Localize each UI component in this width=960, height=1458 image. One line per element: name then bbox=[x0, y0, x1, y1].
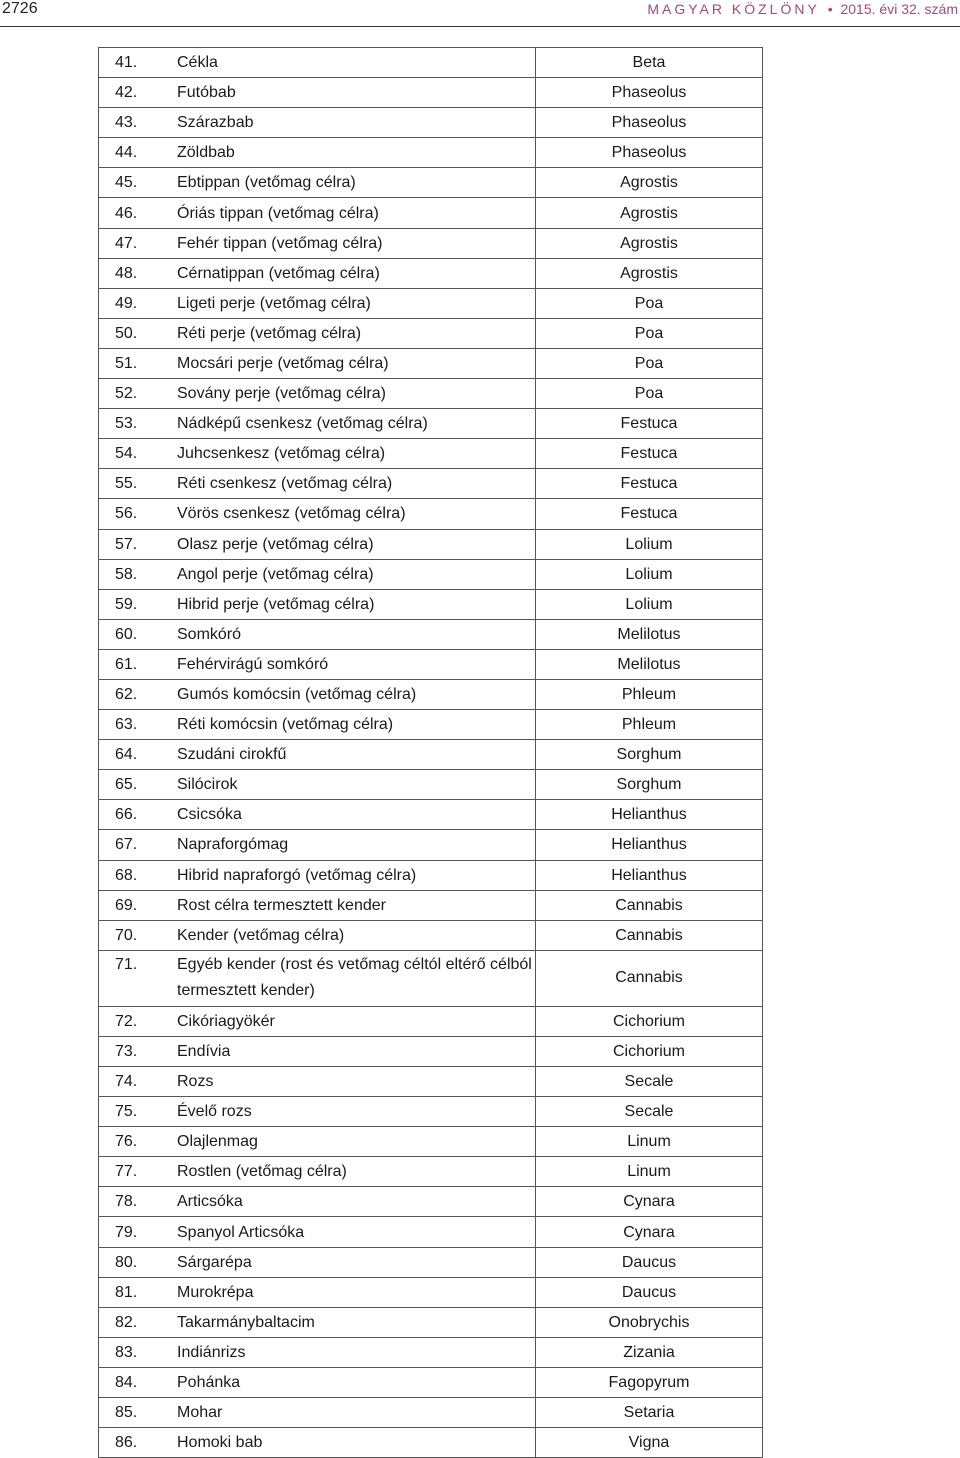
crop-name: Gumós komócsin (vetőmag célra) bbox=[177, 679, 536, 709]
crop-name: Kender (vetőmag célra) bbox=[177, 920, 536, 950]
journal-title: MAGYAR KÖZLÖNY bbox=[647, 1, 820, 17]
row-number: 48. bbox=[99, 258, 177, 288]
table-row bbox=[99, 1247, 762, 1277]
genus-name: Agrostis bbox=[536, 258, 763, 288]
row-number: 46. bbox=[99, 198, 177, 228]
genus-name: Melilotus bbox=[536, 619, 763, 649]
row-number: 41. bbox=[99, 48, 177, 78]
crop-name: Mocsári perje (vetőmag célra) bbox=[177, 348, 536, 378]
genus-name: Cannabis bbox=[536, 920, 763, 950]
row-number: 59. bbox=[99, 589, 177, 619]
genus-name: Poa bbox=[536, 348, 763, 378]
issue-label: 2015. évi 32. szám bbox=[840, 1, 958, 17]
row-number: 79. bbox=[99, 1217, 177, 1247]
genus-name: Sorghum bbox=[536, 770, 763, 800]
table-row bbox=[99, 740, 762, 770]
row-number: 75. bbox=[99, 1097, 177, 1127]
crop-name: Fehér tippan (vetőmag célra) bbox=[177, 228, 536, 258]
crop-name: Réti perje (vetőmag célra) bbox=[177, 318, 536, 348]
row-number: 71. bbox=[99, 950, 177, 1006]
genus-name: Phaseolus bbox=[536, 108, 763, 138]
genus-name: Cannabis bbox=[536, 950, 763, 1006]
table-row bbox=[99, 1187, 762, 1217]
table-row bbox=[99, 439, 762, 469]
crop-name: Indiánrizs bbox=[177, 1337, 536, 1367]
table-row bbox=[99, 679, 762, 709]
table-row bbox=[99, 499, 762, 529]
crop-name: Szudáni cirokfű bbox=[177, 740, 536, 770]
genus-name: Cynara bbox=[536, 1187, 763, 1217]
crop-name: Csicsóka bbox=[177, 800, 536, 830]
row-number: 58. bbox=[99, 559, 177, 589]
table-row bbox=[99, 770, 762, 800]
table-row bbox=[99, 1337, 762, 1367]
crop-name: Egyéb kender (rost és vetőmag céltól eltérő célból termesztett kender) bbox=[177, 950, 536, 1006]
crop-name: Szárazbab bbox=[177, 108, 536, 138]
table-row bbox=[99, 1097, 762, 1127]
row-number: 62. bbox=[99, 679, 177, 709]
row-number: 61. bbox=[99, 649, 177, 679]
row-number: 52. bbox=[99, 379, 177, 409]
crop-name: Hibrid napraforgó (vetőmag célra) bbox=[177, 860, 536, 890]
genus-name: Festuca bbox=[536, 469, 763, 499]
row-number: 49. bbox=[99, 288, 177, 318]
row-number: 50. bbox=[99, 318, 177, 348]
row-number: 57. bbox=[99, 529, 177, 559]
crop-name: Takarmánybaltacim bbox=[177, 1307, 536, 1337]
crop-name: Évelő rozs bbox=[177, 1097, 536, 1127]
table-row bbox=[99, 168, 762, 198]
table-row bbox=[99, 288, 762, 318]
table-row bbox=[99, 409, 762, 439]
crop-name: Angol perje (vetőmag célra) bbox=[177, 559, 536, 589]
table-row bbox=[99, 1127, 762, 1157]
table-row bbox=[99, 348, 762, 378]
genus-name: Phleum bbox=[536, 679, 763, 709]
table-row bbox=[99, 1157, 762, 1187]
crop-name: Ebtippan (vetőmag célra) bbox=[177, 168, 536, 198]
table-row bbox=[99, 379, 762, 409]
crop-name: Futóbab bbox=[177, 78, 536, 108]
table-row bbox=[99, 559, 762, 589]
genus-name: Lolium bbox=[536, 529, 763, 559]
page-number: 2726 bbox=[2, 0, 38, 17]
crop-name: Réti csenkesz (vetőmag célra) bbox=[177, 469, 536, 499]
genus-name: Linum bbox=[536, 1127, 763, 1157]
row-number: 55. bbox=[99, 469, 177, 499]
table-row bbox=[99, 710, 762, 740]
genus-name: Daucus bbox=[536, 1247, 763, 1277]
publication-info bbox=[647, 1, 958, 17]
header-separator: • bbox=[827, 1, 833, 17]
genus-name: Festuca bbox=[536, 409, 763, 439]
table-row bbox=[99, 800, 762, 830]
row-number: 85. bbox=[99, 1398, 177, 1428]
row-number: 78. bbox=[99, 1187, 177, 1217]
row-number: 72. bbox=[99, 1006, 177, 1036]
row-number: 74. bbox=[99, 1067, 177, 1097]
genus-name: Lolium bbox=[536, 589, 763, 619]
row-number: 60. bbox=[99, 619, 177, 649]
genus-name: Helianthus bbox=[536, 860, 763, 890]
row-number: 82. bbox=[99, 1307, 177, 1337]
row-number: 67. bbox=[99, 830, 177, 860]
crop-name: Fehérvirágú somkóró bbox=[177, 649, 536, 679]
genus-name: Daucus bbox=[536, 1277, 763, 1307]
crop-name: Nádképű csenkesz (vetőmag célra) bbox=[177, 409, 536, 439]
genus-name: Cannabis bbox=[536, 890, 763, 920]
crop-name: Rostlen (vetőmag célra) bbox=[177, 1157, 536, 1187]
genus-name: Poa bbox=[536, 318, 763, 348]
crop-name: Ligeti perje (vetőmag célra) bbox=[177, 288, 536, 318]
row-number: 84. bbox=[99, 1367, 177, 1397]
row-number: 70. bbox=[99, 920, 177, 950]
crop-name: Endívia bbox=[177, 1036, 536, 1066]
crop-name: Rost célra termesztett kender bbox=[177, 890, 536, 920]
row-number: 63. bbox=[99, 710, 177, 740]
table-row bbox=[99, 1367, 762, 1397]
crop-name: Somkóró bbox=[177, 619, 536, 649]
genus-name: Poa bbox=[536, 288, 763, 318]
crop-name: Sovány perje (vetőmag célra) bbox=[177, 379, 536, 409]
crop-name: Óriás tippan (vetőmag célra) bbox=[177, 198, 536, 228]
row-number: 45. bbox=[99, 168, 177, 198]
row-number: 66. bbox=[99, 800, 177, 830]
genus-name: Helianthus bbox=[536, 830, 763, 860]
row-number: 83. bbox=[99, 1337, 177, 1367]
genus-name: Secale bbox=[536, 1097, 763, 1127]
row-number: 42. bbox=[99, 78, 177, 108]
crop-name: Silócirok bbox=[177, 770, 536, 800]
genus-name: Zizania bbox=[536, 1337, 763, 1367]
crop-name: Cérnatippan (vetőmag célra) bbox=[177, 258, 536, 288]
genus-name: Linum bbox=[536, 1157, 763, 1187]
genus-name: Agrostis bbox=[536, 168, 763, 198]
crop-name: Pohánka bbox=[177, 1367, 536, 1397]
table-row bbox=[99, 1067, 762, 1097]
page-header bbox=[0, 0, 960, 27]
row-number: 51. bbox=[99, 348, 177, 378]
genus-name: Secale bbox=[536, 1067, 763, 1097]
crop-name: Spanyol Articsóka bbox=[177, 1217, 536, 1247]
row-number: 69. bbox=[99, 890, 177, 920]
table-row bbox=[99, 619, 762, 649]
genus-name: Cichorium bbox=[536, 1006, 763, 1036]
row-number: 65. bbox=[99, 770, 177, 800]
table-row bbox=[99, 1307, 762, 1337]
row-number: 44. bbox=[99, 138, 177, 168]
genus-name: Cichorium bbox=[536, 1036, 763, 1066]
table-row bbox=[99, 258, 762, 288]
genus-name: Phaseolus bbox=[536, 78, 763, 108]
genus-name: Poa bbox=[536, 379, 763, 409]
crop-name: Zöldbab bbox=[177, 138, 536, 168]
row-number: 64. bbox=[99, 740, 177, 770]
genus-name: Beta bbox=[536, 48, 763, 78]
genus-name: Helianthus bbox=[536, 800, 763, 830]
genus-name: Phaseolus bbox=[536, 138, 763, 168]
crop-name: Olasz perje (vetőmag célra) bbox=[177, 529, 536, 559]
row-number: 47. bbox=[99, 228, 177, 258]
table-row bbox=[99, 920, 762, 950]
table-row bbox=[99, 529, 762, 559]
table-row bbox=[99, 138, 762, 168]
row-number: 76. bbox=[99, 1127, 177, 1157]
crop-name: Mohar bbox=[177, 1398, 536, 1428]
table-row bbox=[99, 589, 762, 619]
row-number: 43. bbox=[99, 108, 177, 138]
crop-name: Rozs bbox=[177, 1067, 536, 1097]
crop-name: Juhcsenkesz (vetőmag célra) bbox=[177, 439, 536, 469]
genus-name: Setaria bbox=[536, 1398, 763, 1428]
crop-name: Sárgarépa bbox=[177, 1247, 536, 1277]
genus-name: Lolium bbox=[536, 559, 763, 589]
row-number: 56. bbox=[99, 499, 177, 529]
genus-name: Phleum bbox=[536, 710, 763, 740]
table-row bbox=[99, 48, 762, 78]
crop-name: Hibrid perje (vetőmag célra) bbox=[177, 589, 536, 619]
table-row bbox=[99, 469, 762, 499]
table-row bbox=[99, 1217, 762, 1247]
genus-name: Cynara bbox=[536, 1217, 763, 1247]
row-number: 54. bbox=[99, 439, 177, 469]
table-row bbox=[99, 1036, 762, 1066]
genus-name: Vigna bbox=[536, 1428, 763, 1458]
genus-name: Agrostis bbox=[536, 228, 763, 258]
crop-name: Articsóka bbox=[177, 1187, 536, 1217]
row-number: 53. bbox=[99, 409, 177, 439]
crop-name: Homoki bab bbox=[177, 1434, 263, 1452]
table-row bbox=[99, 649, 762, 679]
table-row bbox=[99, 1428, 762, 1458]
table-row bbox=[99, 78, 762, 108]
crop-list-table bbox=[98, 47, 763, 1458]
table-body bbox=[99, 48, 762, 1457]
table-row bbox=[99, 860, 762, 890]
genus-name: Melilotus bbox=[536, 649, 763, 679]
table-row bbox=[99, 1398, 762, 1428]
table-row bbox=[99, 890, 762, 920]
table-row bbox=[99, 830, 762, 860]
genus-name: Agrostis bbox=[536, 198, 763, 228]
table-row bbox=[99, 198, 762, 228]
row-number: 68. bbox=[99, 860, 177, 890]
table-row bbox=[99, 318, 762, 348]
crop-name: Olajlenmag bbox=[177, 1127, 536, 1157]
genus-name: Onobrychis bbox=[536, 1307, 763, 1337]
genus-name: Festuca bbox=[536, 499, 763, 529]
crop-name: Cékla bbox=[177, 48, 536, 78]
table-row bbox=[99, 108, 762, 138]
row-number: 73. bbox=[99, 1036, 177, 1066]
crop-name: Vörös csenkesz (vetőmag célra) bbox=[177, 499, 536, 529]
table-row bbox=[99, 228, 762, 258]
table-row bbox=[99, 1006, 762, 1036]
crop-name: Réti komócsin (vetőmag célra) bbox=[177, 710, 536, 740]
crop-name: Murokrépa bbox=[177, 1277, 536, 1307]
crop-name: Cikóriagyökér bbox=[177, 1006, 536, 1036]
table-row bbox=[99, 1277, 762, 1307]
genus-name: Fagopyrum bbox=[536, 1367, 763, 1397]
genus-name: Festuca bbox=[536, 439, 763, 469]
row-number: 86. bbox=[115, 1434, 138, 1452]
row-number: 77. bbox=[99, 1157, 177, 1187]
genus-name: Sorghum bbox=[536, 740, 763, 770]
row-number: 81. bbox=[99, 1277, 177, 1307]
row-number: 80. bbox=[99, 1247, 177, 1277]
table-row bbox=[99, 950, 762, 1006]
crop-name: Napraforgómag bbox=[177, 830, 536, 860]
